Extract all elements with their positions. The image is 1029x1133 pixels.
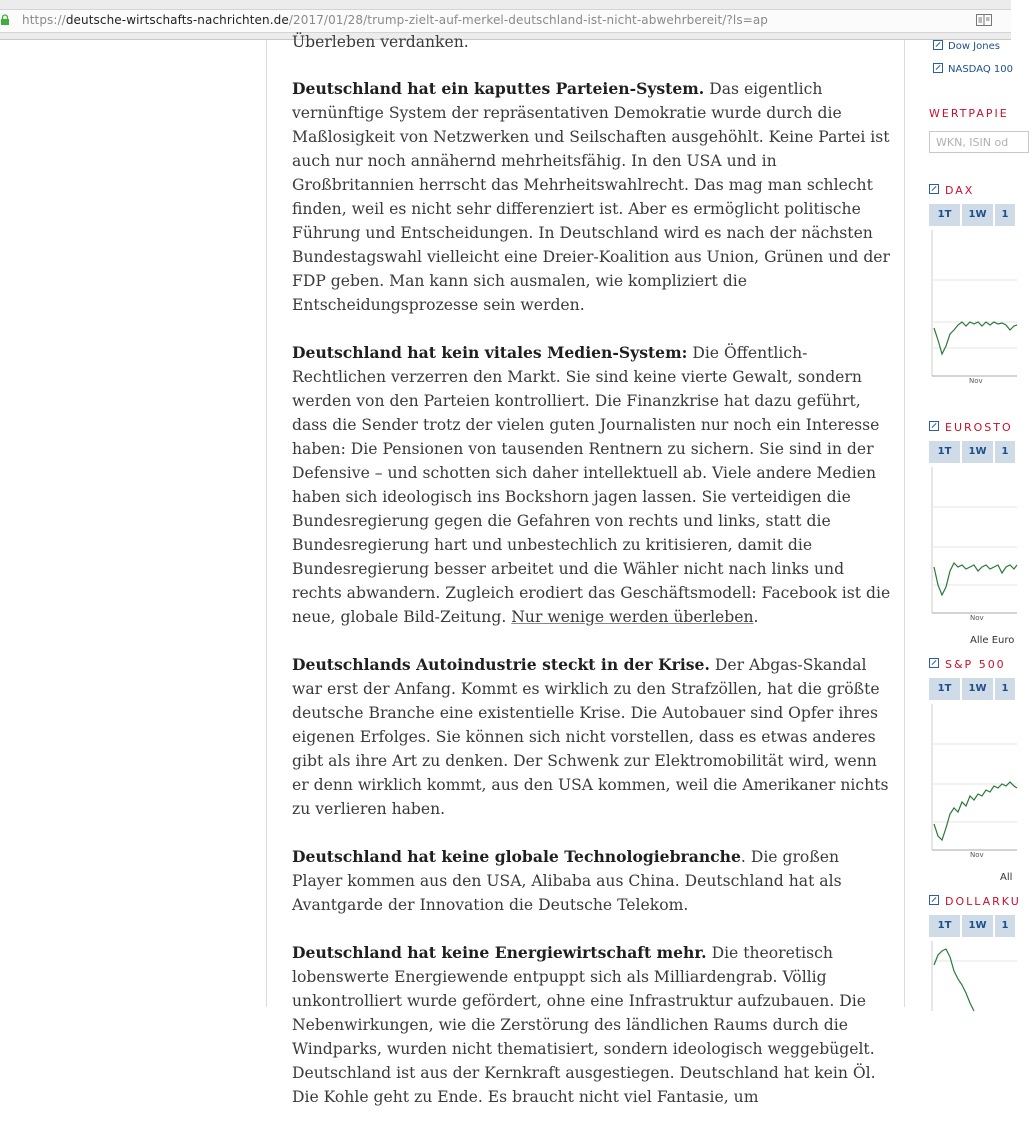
axis-label: Nov [969, 377, 983, 385]
paragraph-technologie [292, 845, 894, 917]
reader-view-icon[interactable] [976, 14, 992, 26]
checkbox-icon [929, 184, 939, 194]
paragraph-text: Die Öffentlich-Rechtlichen verzerren den Markt. Sie sind keine vierte Gewalt, sondern werden von den Parteien kontrolliert. Die Finanzkrise hat dazu geführt, dass die Sender trotz der vielen guten Journalisten nur noch ein Interesse haben: Die Pensionen von tausenden Rentnern zu sichern. Sie sind in der Defensive – und schotten sich daher intellektuell ab. Viele andere Medien haben sich ideologisch ins Bockshorn jagen lassen. Sie verteidigen die Bundesregierung gegen die Gefahren von rechts und links, statt die Bundesregierung hart und unbestechlich zu kritisieren, damit die Bundesregierung besser arbeitet und die Wähler nicht nach links und rechts abwandern. Zugleich erodiert das Geschäftsmodell: Facebook ist die neue, globale Bild-Zeitung. [292, 344, 891, 626]
paragraph-parteien [292, 77, 894, 317]
tab-1w[interactable]: 1W [962, 441, 993, 463]
chart-title[interactable]: EUROSTO [929, 421, 1013, 434]
chart-dollarkurs [929, 895, 1019, 1015]
tab-1t[interactable]: 1T [929, 441, 960, 463]
article-body [292, 30, 894, 1133]
index-link-dow-jones[interactable] [933, 40, 1000, 52]
index-link-nasdaq[interactable] [933, 63, 1013, 75]
chart-plot [932, 704, 1017, 859]
paragraph-text: Das eigentlich vernünftige System der repräsentativen Demokratie wurde durch die Maßlosigkeit von Netzwerken und Seilschaften ausgehöhlt. Keine Partei ist auch nur noch annähernd mehrheitsfähig. In den USA und in Großbritannien herrscht das Mehrheitswahlrecht. Das mag man schlecht finden, weil es nicht sehr differenziert ist. Aber es ermöglicht politische Führung und Entscheidungen. In Deutschland wird es nach der nächsten Bundestagswahl vielleicht eine Dreier-Koalition aus Union, Grünen und der FDP geben. Man kann sich ausmalen, wie kompliziert die Entscheidungsprozesse sein werden. [292, 80, 890, 314]
url-text[interactable] [22, 13, 768, 27]
securities-search-heading: WERTPAPIE [929, 107, 1009, 120]
paragraph-medien [292, 341, 894, 629]
index-label: NASDAQ 100 [948, 64, 1013, 75]
paragraph-lead: Deutschlands Autoindustrie steckt in der Krise. [292, 655, 710, 674]
index-label: Dow Jones [948, 41, 1000, 52]
paragraph-energie [292, 941, 894, 1109]
tab-more[interactable]: 1 [995, 678, 1015, 700]
chart-title[interactable]: DAX [929, 184, 974, 197]
timeframe-tabs [929, 678, 1017, 700]
article-link[interactable]: Nur wenige werden überleben [511, 608, 754, 626]
cut-off-line: Überleben verdanken. [292, 33, 469, 51]
paragraph-text: Der Abgas-Skandal war erst der Anfang. Kommt es wirklich zu den Strafzöllen, hat die größte deutsche Branche eine existentielle Krise. Die Autobauer sind Opfer ihres eigenen Erfolges. Sie können sich nicht vorstellen, dass es etwas anderes gibt als ihre Art zu denken. Der Schwenk zur Elektromobilität wird, wenn er denn wirklich kommt, aus den USA kommen, weil die Amerikaner nichts zu verlieren haben. [292, 656, 889, 818]
chart-title[interactable]: S&P 500 [929, 658, 1006, 671]
paragraph-text: . Die großen Player kommen aus den USA, Alibaba aus China. Deutschland hat als Avantgarde der Innovation die Deutsche Telekom. [292, 848, 842, 914]
checkbox-icon [933, 63, 943, 73]
chart-link-all[interactable]: Alle Euro [970, 635, 1015, 646]
timeframe-tabs [929, 204, 1017, 226]
market-sidebar [905, 40, 1021, 1007]
paragraph-autoindustrie [292, 653, 894, 821]
url-path: /2017/01/28/trump-zielt-auf-merkel-deutschland-ist-nicht-abwehrbereit/?ls=ap [288, 13, 769, 27]
chart-eurostoxx [929, 421, 1019, 651]
checkbox-icon [929, 421, 939, 431]
checkbox-icon [933, 40, 943, 50]
tab-more[interactable]: 1 [995, 441, 1015, 463]
checkbox-icon [929, 658, 939, 668]
paragraph-lead: Deutschland hat kein vitales Medien-System: [292, 343, 688, 362]
chart-title[interactable]: DOLLARKU [929, 895, 1021, 908]
lock-icon [1, 15, 9, 25]
tab-1w[interactable]: 1W [962, 204, 993, 226]
chart-plot [932, 941, 1017, 1011]
url-scheme: https:// [22, 13, 66, 27]
tab-more[interactable]: 1 [995, 204, 1015, 226]
tab-more[interactable]: 1 [995, 915, 1015, 937]
paragraph-lead: Deutschland hat keine globale Technologiebranche [292, 847, 741, 866]
url-host: deutsche-wirtschafts-nachrichten.de [65, 13, 289, 27]
chart-sp500 [929, 658, 1019, 888]
tab-1t[interactable]: 1T [929, 204, 960, 226]
axis-label: Nov [970, 851, 984, 859]
chart-link-all[interactable]: All [1000, 872, 1013, 883]
chart-dax [929, 184, 1019, 384]
left-column [0, 40, 267, 1007]
chart-plot [932, 467, 1017, 622]
timeframe-tabs [929, 915, 1017, 937]
axis-label: Nov [970, 614, 984, 622]
paragraph-text: Die theoretisch lobenswerte Energiewende entpuppt sich als Milliardengrab. Völlig unkontrolliert wurde gefördert, ohne eine Infrastruktur aufzubauen. Die Nebenwirkungen, wie die Zerstörung des ländlichen Raums durch die Windparks, wurden nicht thematisiert, sondern ideologisch weggebügelt. Deutschland ist aus der Kernkraft ausgestiegen. Deutschland hat kein Öl. Die Kohle geht zu Ende. Es braucht nicht viel Fantasie, um [292, 944, 876, 1106]
checkbox-icon [929, 895, 939, 905]
chart-plot [932, 230, 1017, 385]
timeframe-tabs [929, 441, 1017, 463]
tab-1w[interactable]: 1W [962, 915, 993, 937]
paragraph-tail: . [753, 608, 759, 626]
paragraph-lead: Deutschland hat ein kaputtes Parteien-System. [292, 79, 705, 98]
tab-1w[interactable]: 1W [962, 678, 993, 700]
tab-1t[interactable]: 1T [929, 915, 960, 937]
tab-1t[interactable]: 1T [929, 678, 960, 700]
securities-search-input[interactable]: WKN, ISIN od [929, 131, 1029, 153]
paragraph-lead: Deutschland hat keine Energiewirtschaft mehr. [292, 943, 707, 962]
